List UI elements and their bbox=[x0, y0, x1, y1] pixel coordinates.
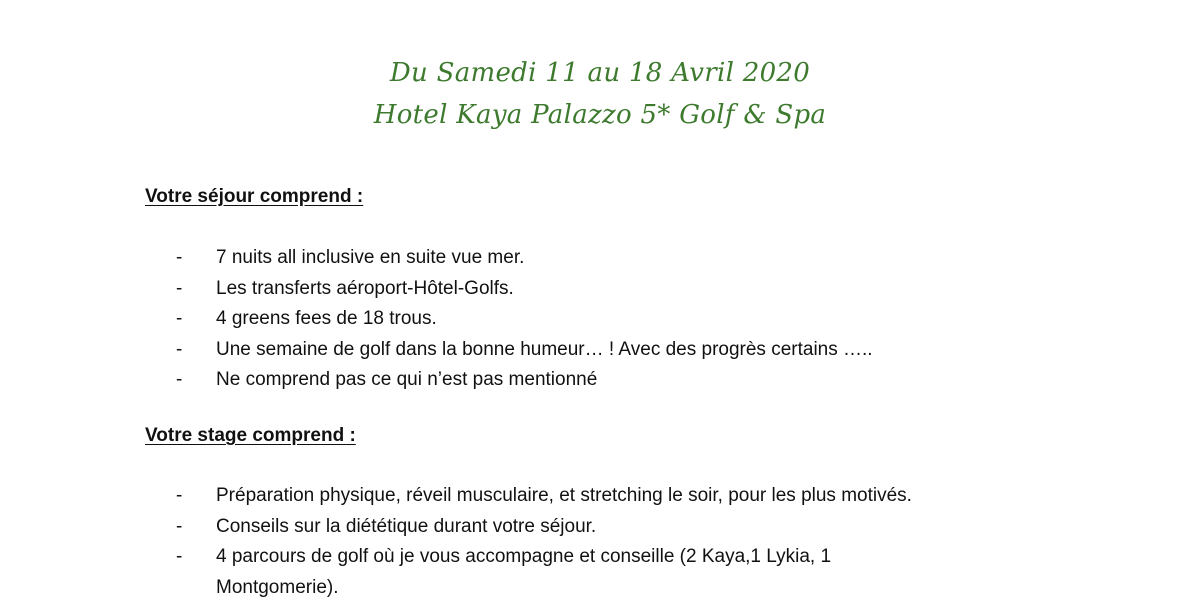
sejour-heading: Votre séjour comprend : bbox=[145, 186, 364, 207]
dates-title: Du Samedi 11 au 18 Avril 2020 bbox=[389, 58, 811, 88]
list-item bbox=[176, 243, 873, 274]
list-bullet: - bbox=[176, 369, 183, 390]
list-bullet: - bbox=[176, 485, 183, 506]
list-item bbox=[176, 365, 873, 396]
list-bullet: - bbox=[176, 308, 183, 329]
title-block bbox=[0, 52, 1200, 136]
stage-heading: Votre stage comprend : bbox=[145, 425, 356, 446]
list-bullet: - bbox=[176, 277, 183, 299]
sejour-list bbox=[176, 243, 873, 396]
list-item bbox=[176, 542, 946, 600]
list-item bbox=[176, 304, 873, 335]
stage-list bbox=[176, 481, 946, 600]
list-item-text: Préparation physique, réveil musculaire, et stretching le soir, pour les plus motivés. bbox=[216, 485, 912, 506]
list-item-text: Une semaine de golf dans la bonne humeur… ! Avec des progrès certains ….. bbox=[216, 338, 873, 360]
list-item bbox=[176, 335, 873, 366]
list-item bbox=[176, 512, 946, 543]
list-bullet: - bbox=[176, 546, 183, 567]
list-item-text: Conseils sur la diététique durant votre séjour. bbox=[216, 515, 597, 537]
list-bullet: - bbox=[176, 338, 183, 360]
list-item bbox=[176, 481, 946, 512]
list-item-text: 7 nuits all inclusive en suite vue mer. bbox=[216, 247, 525, 268]
list-bullet: - bbox=[176, 515, 183, 537]
list-item-text: 4 greens fees de 18 trous. bbox=[216, 308, 437, 329]
list-bullet: - bbox=[176, 247, 183, 268]
list-item-text: 4 parcours de golf où je vous accompagne et conseille (2 Kaya,1 Lykia, 1 Montgomerie). bbox=[216, 546, 832, 598]
hotel-title: Hotel Kaya Palazzo 5* Golf & Spa bbox=[373, 100, 827, 130]
list-item bbox=[176, 274, 873, 305]
list-item-text: Les transferts aéroport-Hôtel-Golfs. bbox=[216, 277, 514, 299]
list-item-text: Ne comprend pas ce qui n’est pas mentionné bbox=[216, 369, 598, 390]
